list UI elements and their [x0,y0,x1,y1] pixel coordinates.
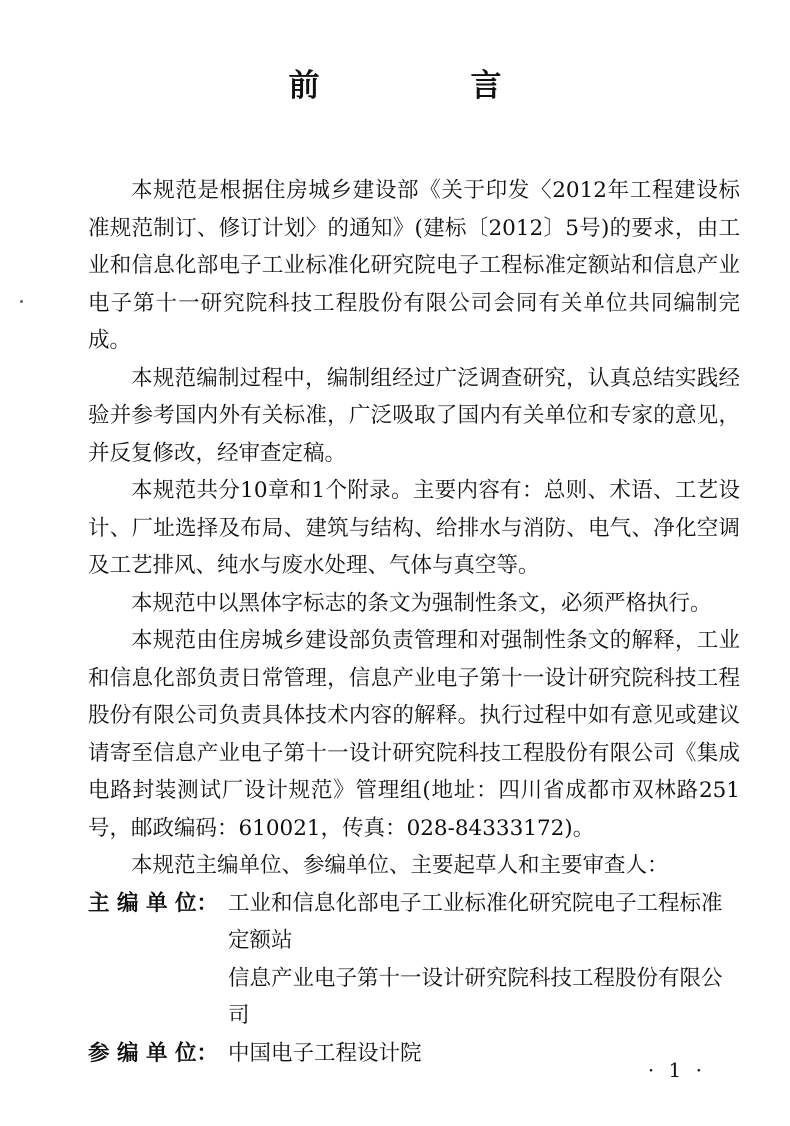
participating-unit-item: 中国电子工程设计院 [228,1040,422,1066]
chief-units-label: 主 编 单 位： [88,890,218,916]
paragraph-management: 本规范由住房城乡建设部负责管理和对强制性条文的解释，工业和信息化部负责日常管理，信息产业电子第十一设计研究院科技工程股份有限公司负责具体技术内容的解释。执行过程中如有意见或建议请寄至信息产业电子第十一设计研究院科技工程股份有限公司《集成电路封装测试厂设计规范》管理组(地址：四川省成都市双林路251号，邮政编码：610021，传真：028-84333172)。 [88,628,740,841]
page-title: 前 言 [288,68,562,104]
chief-units-row [88,885,740,1035]
paragraph-units-intro: 本规范主编单位、参编单位、主要起草人和主要审查人： [131,853,669,878]
chief-units-list [228,885,740,1035]
chief-unit-item: 工业和信息化部电子工业标准化研究院电子工程标准定额站 [228,890,723,953]
document-body [88,172,740,1072]
paragraph-mandatory: 本规范中以黑体字标志的条文为强制性条文，必须严格执行。 [131,590,712,616]
page-number: · 1 · [647,1058,706,1082]
paragraph-process: 本规范编制过程中，编制组经过广泛调查研究，认真总结实践经验并参考国内外有关标准，广泛吸取了国内有关单位和专家的意见，并反复修改，经审查定稿。 [88,365,740,466]
participating-units-row [88,1035,740,1073]
chief-unit-item: 信息产业电子第十一设计研究院科技工程股份有限公司 [228,965,723,1028]
margin-dot [20,300,23,303]
paragraph-contents: 本规范共分10章和1个附录。主要内容有：总则、术语、工艺设计、厂址选择及布局、建筑与结构、给排水与消防、电气、净化空调及工艺排风、纯水与废水处理、气体与真空等。 [88,478,740,578]
paragraph-basis: 本规范是根据住房城乡建设部《关于印发〈2012年工程建设标准规范制订、修订计划〉的通知》(建标〔2012〕5号)的要求，由工业和信息化部电子工业标准化研究院电子工程标准定额站和信息产业电子第十一研究院科技工程股份有限公司会同有关单位共同编制完成。 [88,178,740,353]
participating-units-label: 参 编 单 位： [88,1040,218,1066]
